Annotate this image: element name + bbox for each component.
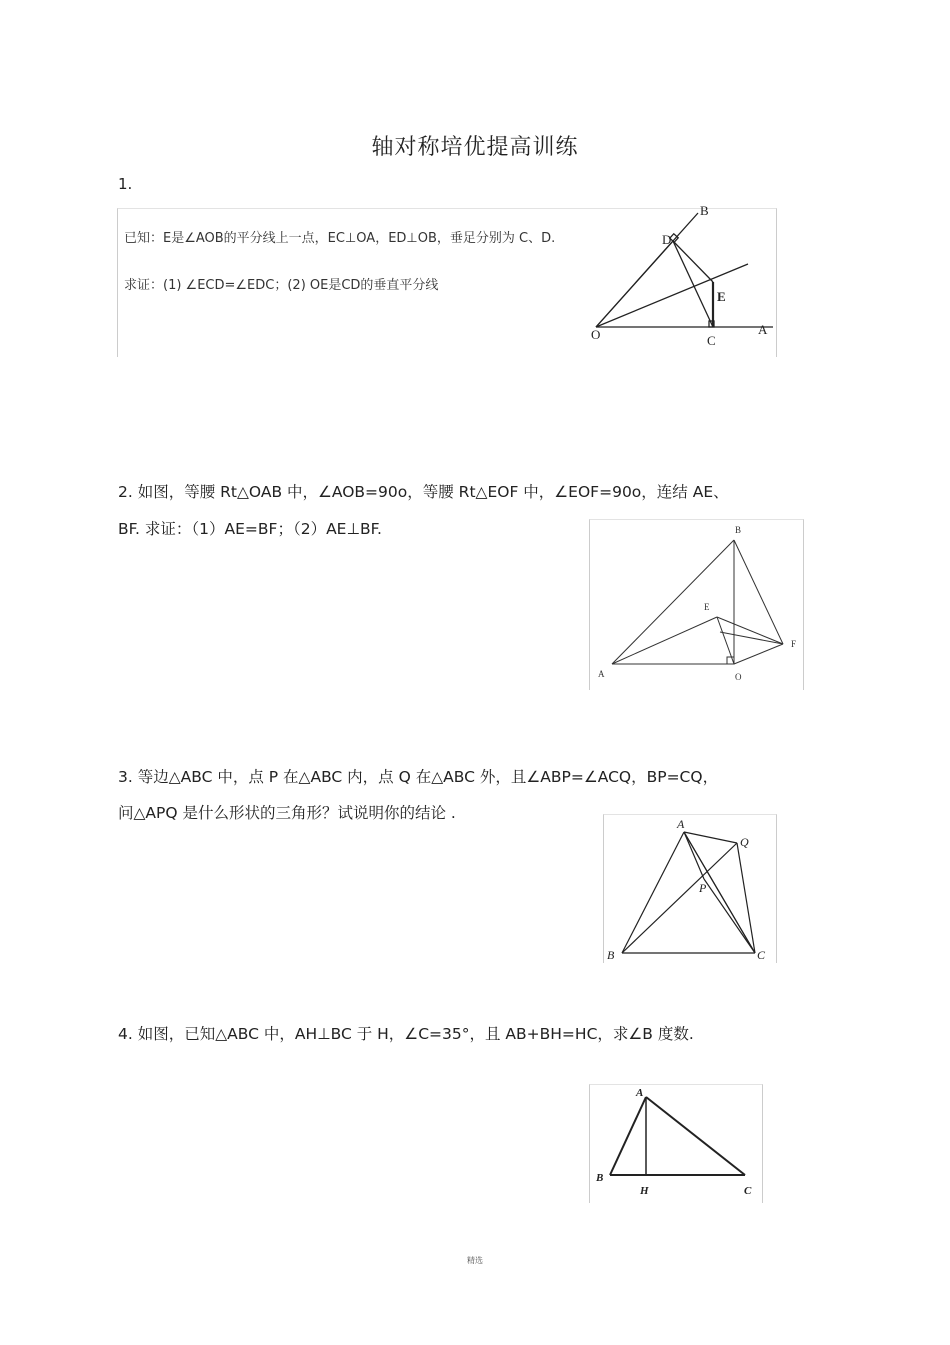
problem-1-prove: 求证：(1) ∠ECD=∠EDC；(2) OE是CD的垂直平分线: [124, 278, 439, 293]
p2-label-b: B: [735, 525, 742, 535]
problem-1-figure: [578, 201, 778, 351]
p4-label-b: B: [596, 1172, 604, 1184]
p3-label-b: B: [607, 948, 615, 962]
problem-3-line-1: 3. 等边△ABC 中，点 P 在△ABC 内，点 Q 在△ABC 外，且∠ABP=∠ACQ，BP=CQ，: [118, 768, 719, 786]
p4-label-c: C: [744, 1185, 752, 1197]
p2-label-e: E: [704, 602, 710, 612]
problem-4-figure: [590, 1085, 762, 1203]
p2-label-o: O: [735, 672, 742, 682]
problem-2-figure: [590, 520, 803, 690]
page-title: 轴对称培优提高训练: [371, 135, 579, 160]
p4-label-h: H: [640, 1185, 649, 1197]
p3-label-c: C: [757, 948, 766, 962]
problem-1-box: [117, 203, 777, 357]
problem-3-figure-frame: [603, 814, 777, 963]
problem-2-line-1: 2. 如图，等腰 Rt△OAB 中，∠AOB=90o，等腰 Rt△EOF 中，∠EOF=90o，连结 AE、: [118, 483, 729, 501]
p1-label-e: E: [717, 289, 726, 304]
problem-3-line-2: 问△APQ 是什么形状的三角形？试说明你的结论 .: [118, 804, 456, 822]
p1-label-c: C: [707, 333, 716, 348]
p2-label-a: A: [598, 669, 605, 679]
problem-3-figure: [604, 815, 776, 963]
problem-2-figure-frame: [589, 519, 804, 690]
p1-label-a: A: [758, 322, 768, 337]
problem-4-line-1: 4. 如图，已知△ABC 中，AH⊥BC 于 H，∠C=35°，且 AB+BH=HC，求∠B 度数.: [118, 1025, 694, 1043]
p1-label-d: D: [662, 232, 672, 247]
problem-4-figure-frame: [589, 1084, 763, 1203]
problem-2-line-2: BF. 求证：（1）AE=BF；（2）AE⊥BF.: [118, 520, 382, 538]
p4-label-a: A: [636, 1087, 644, 1099]
problem-1-given: 已知：E是∠AOB的平分线上一点，EC⊥OA，ED⊥OB，垂足分别为 C、D.: [124, 231, 556, 246]
p3-label-p: P: [699, 881, 707, 895]
p1-label-o: O: [591, 327, 601, 342]
p3-label-a: A: [677, 817, 685, 831]
problem-1-number: 1.: [118, 175, 133, 193]
p1-label-b: B: [700, 203, 709, 218]
footer-label: 精选: [467, 1256, 483, 1265]
p2-label-f: F: [791, 639, 797, 649]
p3-label-q: Q: [740, 835, 749, 849]
